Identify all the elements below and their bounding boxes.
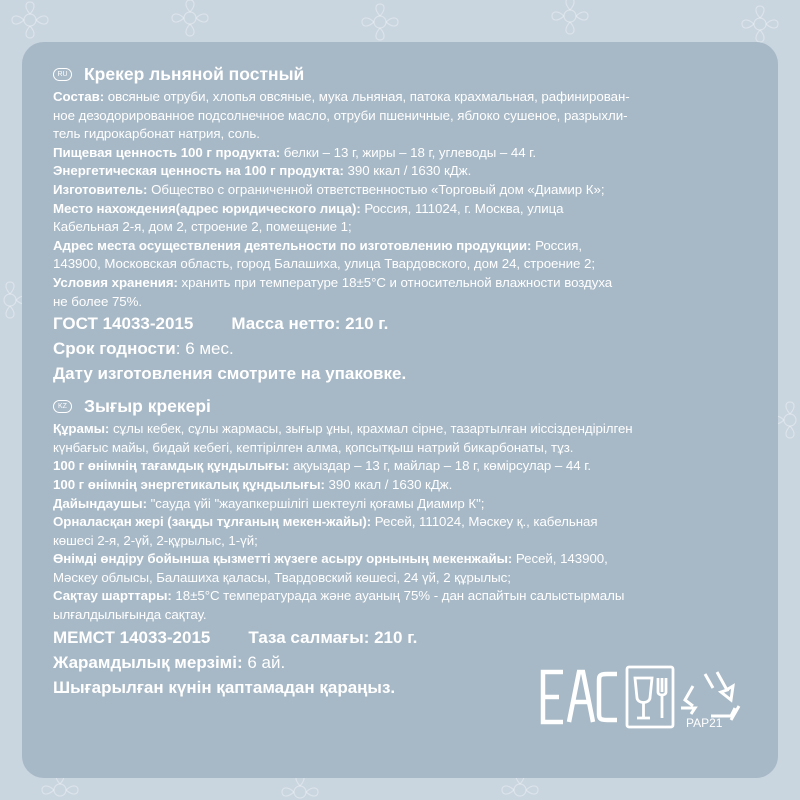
- ru-location: [53, 200, 753, 219]
- ru-manufacturer-value: Общество с ограниченной ответственностью «Торговый дом «Диамир К»;: [147, 181, 605, 197]
- ru-location-label: Место нахождения(адрес юридического лица):: [53, 200, 361, 216]
- kz-energy: [53, 476, 753, 495]
- kz-shelf-label: Жарамдылық мерзімі:: [53, 652, 243, 672]
- ru-gost-mass-row: [53, 311, 753, 336]
- eac-mark-icon: [543, 672, 617, 722]
- kz-composition-text-1: сұлы кебек, сұлы жармасы, зығыр ұны, крахмал сірне, тазартылған иіссіздендірілген: [109, 421, 633, 437]
- kz-location-value: Ресей, 111024, Мәскеу қ., кабельная: [371, 514, 598, 530]
- ru-net-mass: Масса нетто: 210 г.: [231, 314, 389, 334]
- ru-energy-label: Энергетическая ценность на 100 г продукта:: [53, 163, 344, 179]
- kz-location: [53, 513, 753, 532]
- recycling-code: PAP21: [686, 716, 723, 730]
- kz-nutrition: [53, 457, 753, 476]
- ru-composition-line-2: ное дезодорированное подсолнечное масло, отруби пшеничные, яблоко сушеное, разрыхли-: [53, 107, 628, 123]
- ru-storage: [53, 274, 753, 293]
- kz-production-value: Ресей, 143900,: [512, 551, 608, 567]
- kz-energy-value: 390 ккал / 1630 кДж.: [324, 476, 453, 492]
- kz-location-label: Орналасқан жері (заңды тұлғаның мекен-жайы):: [53, 514, 372, 530]
- label-content: [53, 62, 753, 700]
- kz-net-mass: Таза салмағы: 210 г.: [248, 627, 418, 647]
- kz-storage-label: Сақтау шарттары:: [53, 588, 172, 604]
- ru-date-note: Дату изготовления смотрите на упаковке.: [53, 364, 407, 384]
- kz-manufacturer-value: "сауда үйі "жауапкершілігі шектеулі қоғамы Диамир К";: [146, 495, 485, 511]
- ru-composition-line-3: тель гидрокарбонат натрия, соль.: [53, 126, 260, 142]
- ru-storage-value: хранить при температуре 18±5°С и относительной влажности воздуха: [177, 274, 613, 290]
- kz-gost-mass-row: [53, 625, 753, 650]
- ru-nutrition-label: Пищевая ценность 100 г продукта:: [53, 144, 281, 160]
- ru-manufacturer-label: Изготовитель:: [53, 181, 148, 197]
- kz-composition-line-1: [53, 420, 753, 439]
- ru-production: [53, 237, 753, 256]
- ru-production-label: Адрес места осуществления деятельности по изготовлению продукции:: [53, 237, 532, 253]
- kz-production: [53, 550, 753, 569]
- ru-gost: ГОСТ 14033-2015: [53, 314, 194, 334]
- kz-shelf-value: 6 ай.: [242, 652, 286, 672]
- ru-location-line-2: Кабельная 2-я, дом 2, строение 2, помещение 1;: [53, 219, 352, 235]
- certification-marks: [535, 662, 755, 742]
- kz-energy-label: 100 г өнімнің энергетикалық құндылығы:: [53, 476, 325, 492]
- kz-nutrition-value: ақуыздар – 13 г, майлар – 18 г, көмірсулар – 44 г.: [289, 458, 592, 474]
- ru-shelf-life: [53, 336, 753, 361]
- ru-composition-line-1: [53, 88, 753, 107]
- ru-production-line-2: 143900, Московская область, город Балашиха, улица Твардовского, дом 24, строение 2;: [53, 256, 596, 272]
- ru-nutrition: [53, 144, 753, 163]
- ru-energy-value: 390 ккал / 1630 кДж.: [343, 163, 472, 179]
- kz-storage-value: 18±5°C температурада және ауаның 75% - дан аспайтын салыстырмалы: [171, 588, 625, 604]
- kz-production-line-2: Мәскеу облысы, Балашиха қаласы, Твардовский көшесі, 24 үй, 2 құрылыс;: [53, 569, 511, 585]
- ru-production-value: Россия,: [531, 237, 583, 253]
- ru-shelf-value: : 6 мес.: [175, 339, 234, 359]
- recycling-icon: [681, 672, 739, 720]
- ru-composition-label: Состав:: [53, 89, 105, 104]
- kz-nutrition-label: 100 г өнімнің тағамдық құндылығы:: [53, 458, 290, 474]
- ru-nutrition-value: белки – 13 г, жиры – 18 г, углеводы – 44 г.: [280, 144, 536, 160]
- kz-storage: [53, 587, 753, 606]
- kz-production-label: Өнімді өндіру бойынша қызметті жүзеге асыру орнының мекенжайы:: [53, 551, 513, 567]
- kz-language-badge: KZ: [53, 400, 72, 413]
- kz-location-line-2: көшесі 2-я, 2-үй, 2-құрылыс, 1-үй;: [53, 532, 258, 548]
- kz-title-row: [53, 394, 753, 418]
- kz-manufacturer-label: Дайындаушы:: [53, 495, 147, 511]
- glass-fork-icon: [627, 667, 673, 727]
- ru-energy: [53, 162, 753, 181]
- ru-shelf-label: Срок годности: [53, 339, 176, 359]
- kz-product-title: Зығыр крекері: [84, 395, 211, 416]
- kz-storage-line-2: ылғалдылығында сақтау.: [53, 607, 207, 623]
- kz-composition-line-2: күнбағыс майы, бидай кебегі, кептірілген алма, қопсытқыш натрий бикарбонаты, тұз.: [53, 439, 574, 455]
- kz-composition-label: Құрамы:: [53, 421, 110, 437]
- ru-product-title: Крекер льняной постный: [84, 63, 305, 84]
- ru-language-badge: RU: [53, 68, 72, 81]
- ru-composition-text-1: овсяные отруби, хлопья овсяные, мука льняная, патока крахмальная, рафинирован-: [104, 89, 630, 104]
- ru-manufacturer: [53, 181, 753, 200]
- ru-location-value: Россия, 111024, г. Москва, улица: [360, 200, 564, 216]
- kz-manufacturer: [53, 495, 753, 514]
- ru-storage-line-2: не более 75%.: [53, 293, 143, 309]
- ru-storage-label: Условия хранения:: [53, 274, 178, 290]
- kz-date-note: Шығарылған күнін қаптамадан қараңыз.: [53, 677, 396, 697]
- ru-title-row: [53, 62, 753, 86]
- kz-gost: МЕМСТ 14033-2015: [53, 627, 211, 647]
